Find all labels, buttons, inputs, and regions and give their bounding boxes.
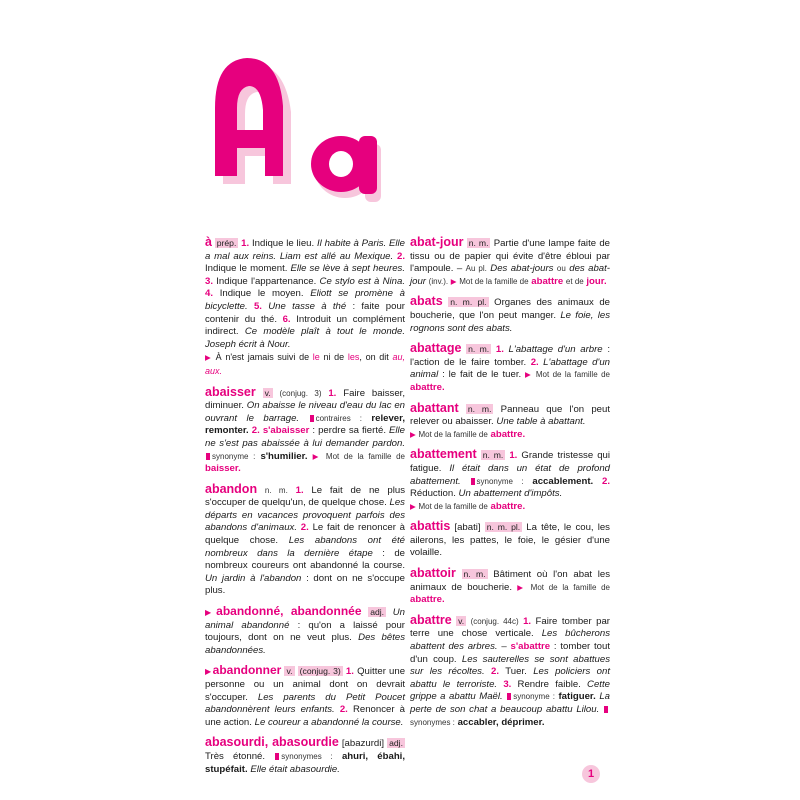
entry-abats: abats n. m. pl. Organes des animaux de boucherie, que l'on peut manger. Le foie, les rognons sont des abats. [410, 294, 610, 334]
right-column [410, 236, 610, 736]
entry-abandon: abandon n. m. 1. Le fait de ne plus s'occuper de quelqu'un, de quelque chose. Les départs en vacances provoquent parfois des abandons d'animaux. 2. Le fait de renoncer à quelque chose. Les abandons ont été nombreux dans la dernière étape : de nombreux coureurs ont abandonné la course. Un jardin à l'abandon : dont on ne s'occupe plus. [205, 481, 406, 597]
entry-abattement: abattement n. m. 1. Grande tristesse qui fatigue. Il était dans un état de profond abattement. synonyme : accablement. 2. Réduction. Un abattement d'impôts. ▶ Mot de la famille de abattre. [410, 447, 611, 512]
left-column [205, 236, 405, 783]
entry-abaisser: abaisser v. (conjug. 3) 1. Faire baisser, diminuer. On abaisse le niveau d'eau du lac en ouvrant le barrage. contraires : relever, remonter. 2. s'abaisser : perdre sa fierté. Elle ne s'est pas abaissée à lui demander pardon. synonyme : s'humilier. ▶ Mot de la famille de baisser. [205, 384, 406, 475]
entry-abat-jour: abat-jour n. m. Partie d'une lampe faite de tissu ou de papier qui évite d'être ébloui par l'ampoule. – Au pl. Des abat-jours ou des abat-jour (inv.). ▶ Mot de la famille de abattre et de jour. [410, 235, 611, 287]
entry-abattis: abattis [abati] n. m. pl. La tête, le cou, les ailerons, les pattes, le foie, le gésier d'une volaille. [410, 519, 610, 559]
entry-abandonne: ▶abandonné, abandonnée adj. Un animal abandonné : qu'on a laissé pour toujours, dont on ne veut plus. Des bêtes abandonnées. [205, 604, 405, 656]
entry-abattoir: abattoir n. m. Bâtiment où l'on abat les animaux de boucherie. ▶ Mot de la famille de abattre. [410, 566, 611, 606]
letter-upper [215, 58, 283, 176]
entry-abattre: abattre v. (conjug. 44c) 1. Faire tomber par terre une chose verticale. Les bûcherons abattent des arbres. – s'abattre : tomber tout d'un coup. Les sauterelles se sont abattues sur les récoltes. 2. Tuer. Les policiers ont abattu le terroriste. 3. Rendre faible. Cette grippe a abattu Maël. synonyme : fatiguer. La perte de son chat a beaucoup abattu Lilou. synonymes : accabler, déprimer. [410, 612, 611, 728]
entry-abattant: abattant n. m. Panneau que l'on peut relever ou abaisser. Une table à abattant. ▶ Mot de la famille de abattre. [410, 400, 610, 440]
letter-a-illustration [195, 52, 405, 212]
entry-abattage: abattage n. m. 1. L'abattage d'un arbre : l'action de le faire tomber. 2. L'abattage d'un animal : le fait de le tuer. ▶ Mot de la famille de abattre. [410, 341, 610, 393]
entry-a: à prép. 1. Indique le lieu. Il habite à Paris. Elle a mal aux reins. Liam est allé au Mexique. 2. Indique le moment. Elle se lève à sept heures. 3. Indique l'appartenance. Ce stylo est à Nina. 4. Indique le moyen. Eliott se promène à bicyclette. 5. Une tasse à thé : faite pour contenir du thé. 6. Introduit un complément indirect. Ce modèle plaît à tout le monde. Joseph écrit à Nour. ▶ À n'est jamais suivi de le ni de les, on dit au, aux. [205, 235, 406, 376]
page-number: 1 [582, 765, 600, 783]
entry-abandonner: ▶abandonner v. (conjug. 3) 1. Quitter une personne ou un animal dont on devrait s'occuper. Les parents du Petit Poucet abandonnèrent leurs enfants. 2. Renoncer à une action. Le coureur a abandonné la course. [205, 663, 406, 728]
entry-abasourdi: abasourdi, abasourdie [abazurdi] adj. Très étonné. synonymes : ahuri, ébahi, stupéfait. Elle était abasourdie. [205, 735, 406, 775]
